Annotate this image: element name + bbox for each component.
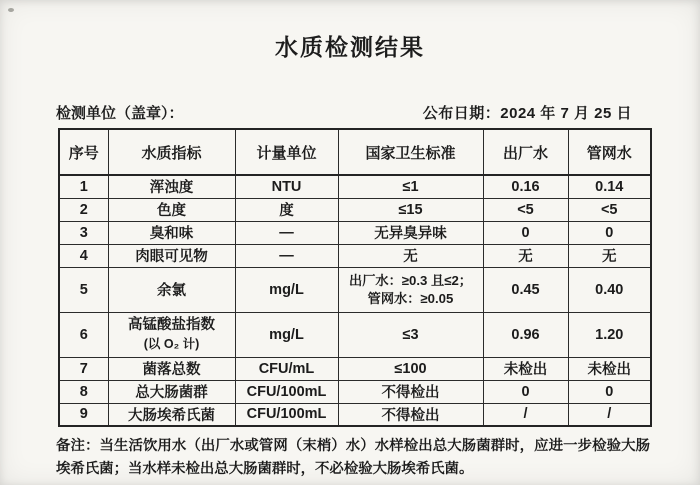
cell-no: 7: [59, 357, 108, 380]
cell-network-value: 未检出: [568, 357, 651, 380]
cell-factory-value: 无: [483, 244, 568, 267]
standard-line-1: 出厂水：≥0.3 且≤2；: [349, 272, 472, 288]
cell-factory-value: 未检出: [483, 357, 568, 380]
cell-unit: CFU/100mL: [235, 380, 338, 403]
cell-indicator: [108, 312, 235, 357]
standard-line-2: 管网水：≥0.05: [367, 290, 454, 306]
cell-standard: 无: [338, 244, 483, 267]
cell-factory-value: 0.16: [483, 175, 568, 198]
cell-factory-value: 0: [483, 380, 568, 403]
cell-network-value: 0: [568, 221, 651, 244]
cell-indicator: 色度: [108, 198, 235, 221]
cell-standard: [338, 267, 483, 312]
cell-network-value: 0.14: [568, 175, 651, 198]
table-row: [59, 357, 651, 380]
cell-indicator: 总大肠菌群: [108, 380, 235, 403]
cell-network-value: /: [568, 403, 651, 426]
cell-factory-value: 0: [483, 221, 568, 244]
cell-indicator: 菌落总数: [108, 357, 235, 380]
cell-no: 6: [59, 312, 108, 357]
cell-network-value: 0.40: [568, 267, 651, 312]
cell-unit: —: [235, 244, 338, 267]
cell-factory-value: <5: [483, 198, 568, 221]
indicator-line-1: 高锰酸盐指数: [128, 316, 215, 333]
cell-no: 4: [59, 244, 108, 267]
publish-date-label: 公布日期：: [422, 105, 501, 122]
cell-network-value: 0: [568, 380, 651, 403]
cell-standard: ≤3: [338, 312, 483, 357]
table-row: [59, 221, 651, 244]
table-row: [59, 244, 651, 267]
cell-network-value: 1.20: [568, 312, 651, 357]
footnote: 备注：当生活饮用水（出厂水或管网（末梢）水）水样检出总大肠菌群时，应进一步检验大肠埃希氏菌；当水样未检出总大肠菌群时，不必检验大肠埃希氏菌。: [56, 438, 650, 477]
cell-no: 3: [59, 221, 108, 244]
page-title: 水质检测结果: [275, 34, 425, 60]
table-row: [59, 312, 651, 357]
col-header-factory-water: 出厂水: [483, 129, 568, 175]
cell-factory-value: 0.45: [483, 267, 568, 312]
table-row: [59, 403, 651, 426]
cell-unit: mg/L: [235, 312, 338, 357]
water-quality-table: [58, 128, 652, 427]
cell-unit: —: [235, 221, 338, 244]
table-header-row: [59, 129, 651, 175]
col-header-network-water: 管网水: [568, 129, 651, 175]
cell-no: 2: [59, 198, 108, 221]
scan-artifact: [8, 8, 14, 12]
cell-standard: ≤1: [338, 175, 483, 198]
cell-standard: ≤100: [338, 357, 483, 380]
col-header-unit: 计量单位: [235, 129, 338, 175]
cell-no: 1: [59, 175, 108, 198]
cell-network-value: 无: [568, 244, 651, 267]
publish-date-value: 2024 年 7 月 25 日: [500, 105, 632, 122]
cell-indicator: 臭和味: [108, 221, 235, 244]
meta-row: [56, 102, 650, 123]
cell-factory-value: /: [483, 403, 568, 426]
cell-indicator: 肉眼可见物: [108, 244, 235, 267]
col-header-no: 序号: [59, 129, 108, 175]
cell-standard: 不得检出: [338, 403, 483, 426]
cell-unit: NTU: [235, 175, 338, 198]
table-row: [59, 380, 651, 403]
cell-unit: CFU/mL: [235, 357, 338, 380]
cell-indicator: 余氯: [108, 267, 235, 312]
cell-indicator: 浑浊度: [108, 175, 235, 198]
cell-no: 5: [59, 267, 108, 312]
col-header-indicator: 水质指标: [108, 129, 235, 175]
table-row: [59, 198, 651, 221]
cell-unit: CFU/100mL: [235, 403, 338, 426]
publish-date: [423, 102, 650, 123]
table-row: [59, 267, 651, 312]
indicator-line-2: (以 O₂ 计): [143, 336, 200, 351]
cell-standard: 不得检出: [338, 380, 483, 403]
cell-indicator: 大肠埃希氏菌: [108, 403, 235, 426]
table-row: [59, 175, 651, 198]
cell-unit: mg/L: [235, 267, 338, 312]
cell-factory-value: 0.96: [483, 312, 568, 357]
col-header-standard: 国家卫生标准: [338, 129, 483, 175]
testing-unit-seal-label: 检测单位（盖章）：: [56, 105, 184, 122]
cell-standard: 无异臭异味: [338, 221, 483, 244]
cell-standard: ≤15: [338, 198, 483, 221]
cell-no: 9: [59, 403, 108, 426]
cell-unit: 度: [235, 198, 338, 221]
cell-network-value: <5: [568, 198, 651, 221]
cell-no: 8: [59, 380, 108, 403]
